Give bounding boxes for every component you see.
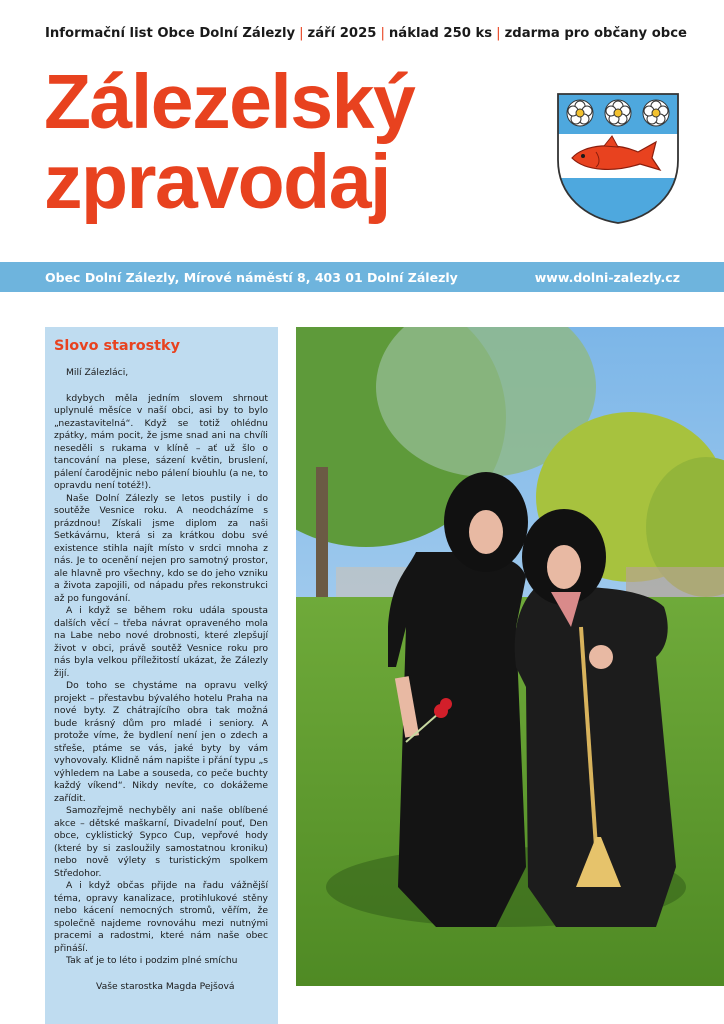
distribution: zdarma pro občany obce — [504, 26, 688, 41]
coat-of-arms-icon — [556, 92, 680, 225]
municipal-address: Obec Dolní Zálezly, Mírové náměstí 8, 403 01 Dolní Zálezly — [45, 269, 458, 285]
issue-info-line — [45, 26, 688, 46]
separator: | — [496, 26, 501, 41]
title-line-1: Zálezelský — [44, 59, 415, 145]
article-paragraph: Naše Dolní Zálezly se letos pustily i do soutěže Vesnice roku. A neodcházíme s prázdnou! Získali jsme diplom za naši Setkávárnu, která si za krátkou dobu své existence stihla najít místo v srdci mnoha z nás. Je to ocenění nejen pro samotný prostor, ale hlavně pro všechny, kdo se do jeho vzniku a života zapojili, od nápadu přes rekonstrukci až po fungování. — [54, 492, 268, 604]
article-paragraph: A i když občas přijde na řadu vážnější téma, opravy kanalizace, protihlukové stěny nebo kácení nemocných stromů, věřím, že společně najdeme rovnováhu mezi nutnými pracemi a radostmi, které nám naše obec přináší. — [54, 880, 268, 954]
article-heading: Slovo starostky — [54, 338, 180, 354]
newsletter-title — [44, 59, 524, 225]
separator: | — [380, 26, 385, 41]
mayor-letter — [45, 327, 278, 1024]
article-paragraph: kdybych měla jedním slovem shrnout uplynulé měsíce v naší obci, asi by to bylo „nezastavitelná“. Když se totiž ohlédnu zpátky, mám pocit, že jsme snad ani na chvíli neseděli s rukama v klíně – ať už šlo o tancování na plese, sázení květin, bruslení, pálení čarodějnic nebo pálení biouhlu (a ne, to opravdu není totéž!). — [54, 392, 268, 491]
article-paragraph: A i když se během roku udála spousta dalších věcí – třeba návrat opraveného mola na Labe nebo nové drobnosti, které zlepšují život v obci, právě soutěž Vesnice roku pro nás byla velkou příležitostí ukázat, že Zálezly žijí. — [54, 605, 268, 679]
photo-witch-costumes — [296, 327, 724, 986]
info-label: Informační list Obce Dolní Zálezly — [45, 26, 296, 41]
article-paragraph: Do toho se chystáme na opravu velký projekt – přestavbu bývalého hotelu Praha na nové byty. Z chátrajícího obra tak možná bude krásný dům pro mladé i seniory. A protože víme, že bydlení není jen o zdech a střeše, ptáme se vás, jaké byty by vám vyhovovaly. Klidně nám napište i přání typu „s výhledem na Labe a souseda, co peče buchty každý víkend“. Nikdy nevíte, co dokážeme zařídit. — [54, 680, 268, 804]
separator: | — [299, 26, 304, 41]
article-paragraph: Tak ať je to léto i podzim plné smíchu — [66, 955, 238, 966]
signature: Vaše starostka Magda Pejšová — [96, 980, 235, 992]
address-bar — [0, 262, 724, 292]
greeting: Milí Zálezláci, — [66, 367, 129, 378]
title-line-2: zpravodaj — [44, 139, 390, 225]
website-link[interactable]: www.dolni-zalezly.cz — [534, 269, 680, 285]
article-paragraph: Samozřejmě nechyběly ani naše oblíbené akce – dětské maškarní, Divadelní pouť, Den obce, cyklistický Sypco Cup, vepřové hody (které by si zasloužily samostatnou kroniku) nebo nově výlety s turistickým spolkem Středohor. — [54, 805, 268, 879]
circulation: náklad 250 ks — [388, 26, 493, 41]
issue-date: září 2025 — [307, 26, 377, 41]
